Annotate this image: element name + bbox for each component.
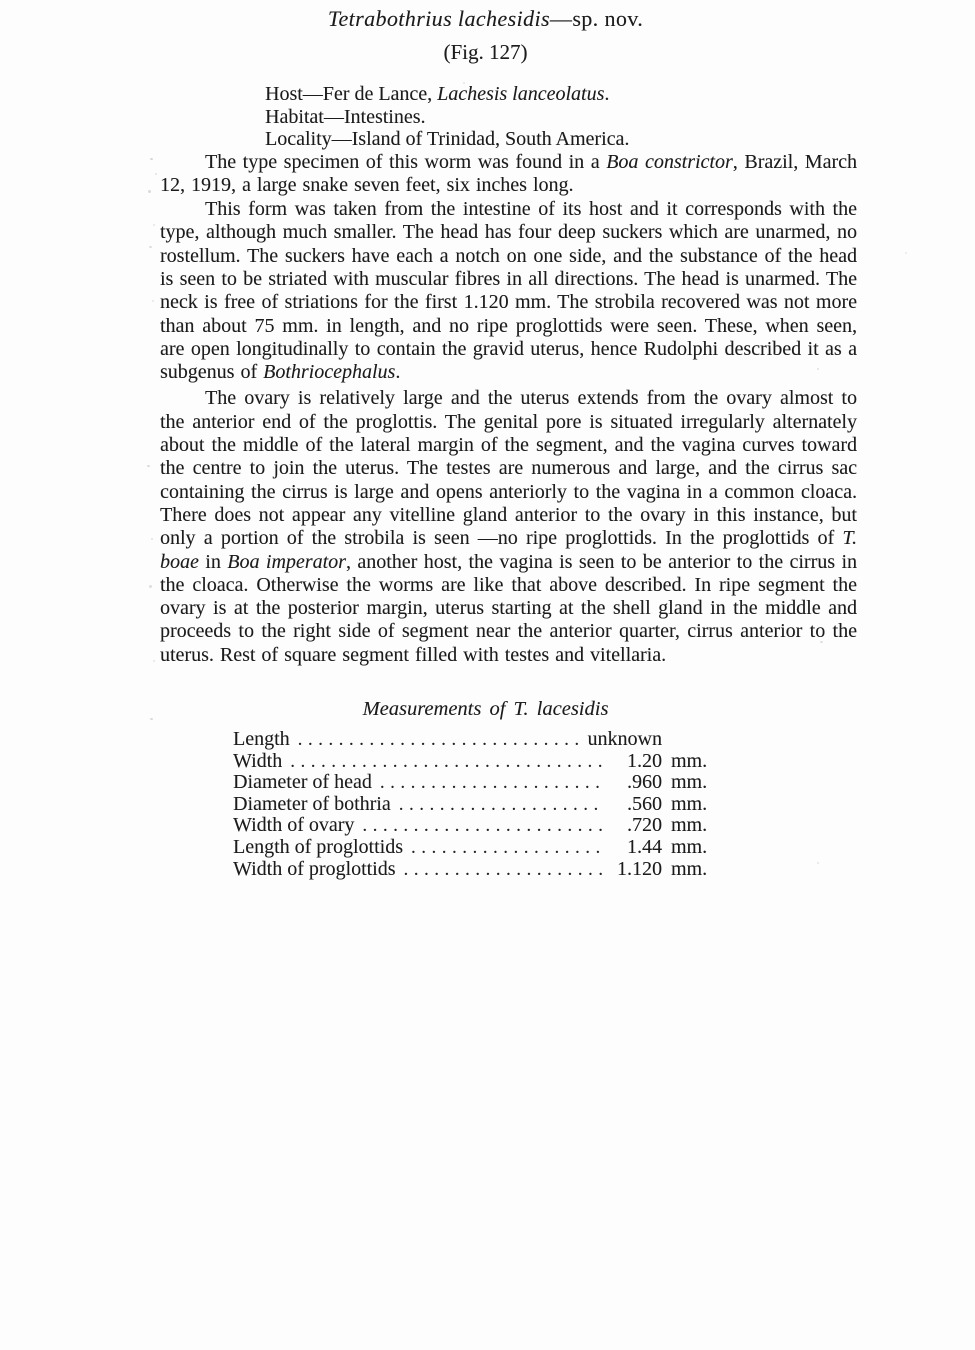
measurement-value: .960 bbox=[627, 771, 662, 794]
specimen-info-block bbox=[265, 83, 857, 151]
measurement-row-ovary-width bbox=[233, 815, 717, 837]
measurement-unit: mm. bbox=[671, 771, 708, 794]
leader-dots bbox=[298, 729, 584, 751]
leader-dots bbox=[380, 772, 604, 794]
measurement-row-bothria-diameter bbox=[233, 794, 717, 816]
measurement-value: 1.44 bbox=[627, 836, 662, 858]
body-paragraph-2: This form was taken from the intestine of its host and it corresponds with the type, although much smaller. The head has four deep suckers which are unarmed, no rostellum. The suckers have each a notch on one side, and the substance of the head is seen to be striated with muscular fibres in all directions. The head is unarmed. The neck is free of striations for the first 1.120 mm. The strobila recovered was not more than about 75 mm. in length, and no ripe proglottids were seen. These, when seen, are open longitudinally to contain the gravid uterus, hence Rudolphi described it as a subgenus of Bothriocephalus. bbox=[160, 198, 857, 384]
habitat-line: Habitat—Intestines. bbox=[265, 105, 426, 128]
measurement-label: Width of proglottids bbox=[233, 857, 396, 880]
measurement-unit: mm. bbox=[671, 749, 708, 772]
leader-dots bbox=[399, 794, 604, 816]
measurement-value: unknown bbox=[587, 728, 662, 751]
measurement-label: Width bbox=[233, 749, 283, 772]
measurement-value: .720 bbox=[627, 814, 662, 837]
measurements-heading: Measurements of T. lacesidis bbox=[362, 698, 609, 721]
body-paragraph-1: The type specimen of this worm was found in a Boa constrictor, Brazil, March 12, 1919, a large snake seven feet, six inches long. bbox=[160, 150, 857, 196]
body-paragraph-3: The ovary is relatively large and the uterus extends from the ovary almost to the anterior end of the proglottis. The genital pore is situated irregularly alternately about the middle of the lateral margin of the segment, and the vagina curves toward the centre to join the uterus. The testes are numerous and large, and the cirrus sac containing the cirrus is large and opens anteriorly to the vagina in a common cloaca. There does not appear any vitelline gland anterior to the ovary in this instance, but only a portion of the strobila is seen —no ripe proglottids. In the proglottids of T. boae in Boa imperator, another host, the vagina is seen to be anterior to the cirrus in the cloaca. Otherwise the worms are like that above described. In ripe segment the ovary is at the posterior margin, uterus starting at the shell gland in the middle and proceeds to the right side of segment near the anterior quarter, cirrus anterior to the uterus. Rest of square segment filled with testes and vitellaria. bbox=[160, 387, 858, 666]
measurement-row-proglottid-width bbox=[233, 859, 717, 881]
measurement-label: Length bbox=[233, 728, 290, 751]
host-line: Host—Fer de Lance, Lachesis lanceolatus. bbox=[265, 83, 610, 105]
measurement-label: Diameter of head bbox=[233, 771, 372, 794]
measurement-value: .560 bbox=[627, 792, 662, 815]
leader-dots bbox=[290, 751, 604, 773]
measurement-row-length bbox=[233, 729, 717, 751]
measurement-value: 1.20 bbox=[627, 749, 662, 772]
leader-dots bbox=[404, 859, 604, 881]
measurement-unit: mm. bbox=[671, 836, 708, 858]
measurement-label: Diameter of bothria bbox=[233, 792, 391, 815]
measurement-unit: mm. bbox=[671, 814, 708, 837]
leader-dots bbox=[362, 815, 604, 837]
locality-line: Locality—Island of Trinidad, South America. bbox=[265, 128, 630, 150]
page-content bbox=[160, 0, 857, 880]
figure-caption: (Fig. 127) bbox=[443, 40, 528, 64]
leader-dots bbox=[411, 837, 604, 859]
measurement-label: Width of ovary bbox=[233, 814, 355, 837]
measurement-unit: mm. bbox=[671, 792, 708, 815]
measurement-unit: mm. bbox=[671, 857, 708, 880]
measurement-label: Length of proglottids bbox=[233, 836, 403, 858]
measurement-row-proglottid-length bbox=[233, 837, 717, 859]
measurement-row-width bbox=[233, 751, 717, 773]
measurement-value: 1.120 bbox=[617, 857, 662, 880]
page-title: Tetrabothrius lachesidis—sp. nov. bbox=[327, 6, 644, 31]
measurements-table bbox=[233, 729, 717, 880]
measurement-row-head-diameter bbox=[233, 772, 717, 794]
